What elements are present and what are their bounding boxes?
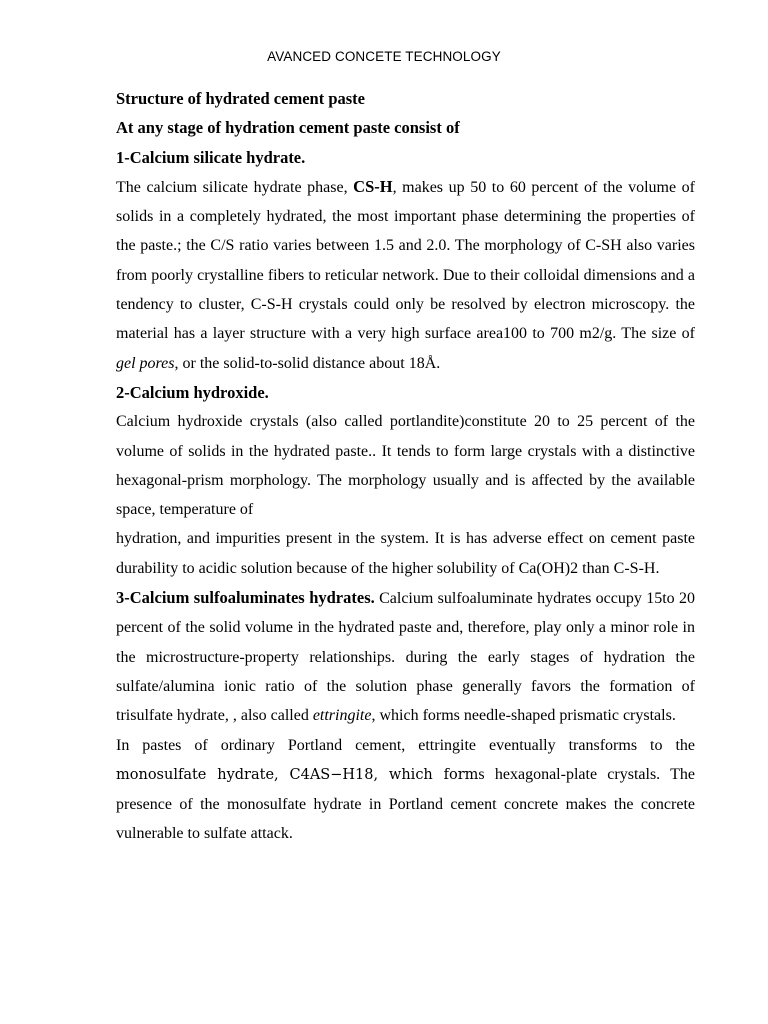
section1-text-italic: gel pores	[116, 354, 175, 372]
section1-paragraph	[116, 172, 695, 378]
section3-para2-text-a: In pastes of ordinary Portland cement, ettringite eventually transforms to the	[116, 736, 695, 754]
heading-structure: Structure of hydrated cement paste	[116, 89, 365, 108]
section3-para2-special: monosulfate hydrate, C4AS−H18, which form	[116, 766, 479, 783]
section1-text-bold: CS-H	[353, 176, 393, 196]
section2-paragraph-2: hydration, and impurities present in the system. It is has adverse effect on cement paste durability to acidic solution because of the higher solubility of Ca(OH)2 than C-S-H.	[116, 530, 695, 577]
section1-heading: 1-Calcium silicate hydrate.	[116, 147, 306, 167]
section3-text-a: Calcium sulfoaluminate hydrates occupy 15to 20 percent of the solid volume in the hydrated paste and, therefore, play only a minor role in the microstructure-property relationships. during the early stages of hydration the sulfate/alumina ionic ratio of the solution phase generally favors the formation of trisulfate hydrate, , also called	[116, 590, 695, 725]
section3-heading: 3-Calcium sulfoaluminates hydrates.	[116, 588, 375, 608]
section3-paragraph-2	[116, 731, 695, 849]
heading-stage: At any stage of hydration cement paste consist of	[116, 118, 460, 138]
section1-text-c: , or the solid-to-solid distance about 18Å.	[174, 354, 441, 372]
document-body	[116, 84, 695, 849]
section3-para2-text-b: s hexagonal-plate crystals. The presence of the monosulfate hydrate in Portland cement concrete makes the concrete vulnerable to sulfate attack.	[116, 765, 695, 843]
section2-paragraph-1: Calcium hydroxide crystals (also called portlandite)constitute 20 to 25 percent of the volume of solids in the hydrated paste.. It tends to form large crystals with a distinctive hexagonal-prism morphology. The morphology usually and is affected by the available space, temperature of	[116, 413, 695, 519]
section3-text-italic: ettringite	[312, 707, 372, 725]
section2-heading: 2-Calcium hydroxide.	[116, 382, 269, 402]
section3-paragraph	[116, 583, 695, 730]
section1-text-b: , makes up 50 to 60 percent of the volume of solids in a completely hydrated, the most important phase determining the properties of the paste.; the C/S ratio varies between 1.5 and 2.0. The morphology of C-SH also varies from poorly crystalline fibers to reticular network. Due to their colloidal dimensions and a tendency to cluster, C-S-H crystals could only be resolved by electron microscopy. the material has a layer structure with a very high surface area100 to 700 m2/g. The size of	[116, 178, 696, 343]
section3-text-b: , which forms needle-shaped prismatic crystals.	[371, 707, 676, 725]
page-header: AVANCED CONCETE TECHNOLOGY	[267, 49, 501, 64]
section1-text-a: The calcium silicate hydrate phase,	[116, 178, 354, 196]
